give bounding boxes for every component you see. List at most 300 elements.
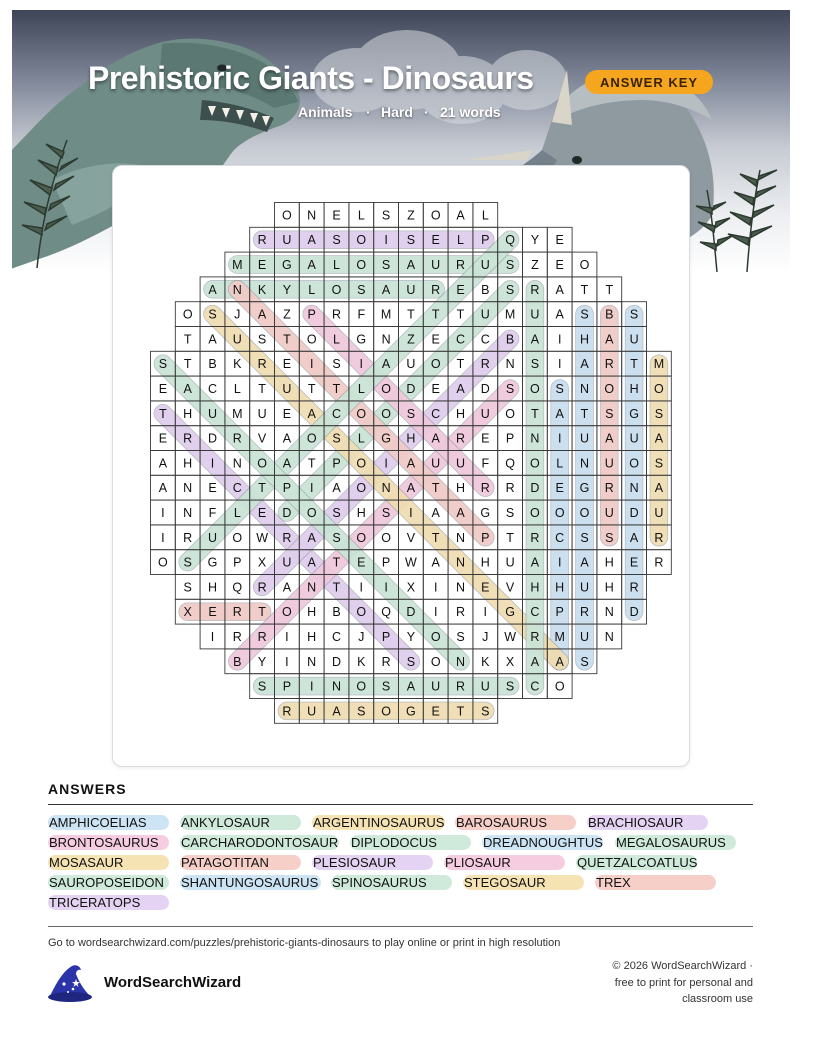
grid-letter: E bbox=[629, 555, 639, 570]
grid-letter: N bbox=[579, 382, 590, 396]
grid-letter: B bbox=[505, 332, 515, 347]
footer-link-text[interactable]: Go to wordsearchwizard.com/puzzles/prehistoric-giants-dinosaurs to play online or print in high resolution bbox=[48, 937, 561, 949]
grid-letter: A bbox=[183, 382, 192, 396]
grid-letter: L bbox=[556, 456, 564, 471]
grid-letter: U bbox=[282, 233, 292, 248]
grid-letter: O bbox=[356, 258, 367, 272]
grid-letter: O bbox=[530, 382, 540, 396]
grid-letter: O bbox=[530, 506, 540, 520]
grid-letter: C bbox=[530, 679, 540, 694]
grid-letter: U bbox=[207, 530, 218, 545]
grid-letter: O bbox=[554, 679, 565, 694]
grid-letter: T bbox=[159, 406, 167, 421]
grid-letter: A bbox=[257, 307, 267, 322]
grid-letter: H bbox=[530, 580, 540, 595]
grid-letter: I bbox=[409, 506, 413, 520]
grid-letter: E bbox=[481, 431, 490, 446]
grid-letter: K bbox=[481, 654, 490, 669]
difficulty-label: Hard bbox=[381, 104, 413, 120]
grid-letter: T bbox=[580, 406, 589, 421]
answer-word-label: ARGENTINOSAURUS bbox=[313, 815, 445, 830]
grid-letter: O bbox=[579, 258, 590, 272]
grid-letter: S bbox=[208, 307, 217, 322]
grid-letter: O bbox=[356, 481, 367, 496]
grid-letter: J bbox=[234, 307, 241, 322]
grid-letter: Q bbox=[381, 605, 391, 620]
answer-word-label: TRICERATOPS bbox=[49, 895, 141, 910]
answer-word bbox=[48, 815, 169, 830]
grid-letter: U bbox=[406, 357, 416, 372]
grid-letter: A bbox=[555, 282, 564, 297]
grid-letter: R bbox=[455, 431, 466, 446]
grid-letter: A bbox=[456, 208, 465, 223]
grid-letter: D bbox=[406, 605, 416, 620]
grid-letter: S bbox=[381, 258, 391, 272]
grid-letter: R bbox=[282, 704, 292, 719]
grid-letter: A bbox=[654, 431, 664, 446]
grid-letter: I bbox=[433, 580, 438, 595]
grid-letter: R bbox=[530, 530, 540, 545]
grid-letter: V bbox=[257, 431, 267, 446]
grid-letter: P bbox=[481, 233, 490, 248]
answer-word bbox=[331, 875, 452, 890]
grid-letter: R bbox=[381, 654, 391, 669]
answer-word bbox=[482, 835, 603, 850]
grid-letter: K bbox=[257, 282, 267, 297]
grid-letter: P bbox=[307, 307, 316, 322]
grid-letter: A bbox=[555, 307, 564, 322]
grid-letter: U bbox=[505, 555, 515, 570]
grid-letter: H bbox=[604, 555, 614, 570]
answer-word bbox=[615, 835, 736, 850]
grid-letter: Y bbox=[406, 630, 416, 644]
grid-letter: W bbox=[404, 555, 417, 570]
grid-letter: V bbox=[505, 580, 515, 595]
grid-letter: S bbox=[481, 704, 490, 719]
grid-letter: N bbox=[232, 282, 242, 297]
grid-letter: A bbox=[605, 332, 614, 347]
grid-letter: O bbox=[554, 506, 565, 520]
grid-letter: I bbox=[557, 431, 562, 446]
grid-letter: U bbox=[579, 431, 590, 446]
grid-letter: T bbox=[431, 481, 440, 496]
grid-letter: E bbox=[431, 233, 440, 248]
grid-letter: S bbox=[332, 506, 341, 520]
grid-letter: S bbox=[654, 406, 664, 421]
answer-word bbox=[180, 815, 301, 830]
grid-letter: N bbox=[307, 208, 317, 223]
grid-letter: X bbox=[183, 605, 192, 620]
answer-key-badge: ANSWER KEY bbox=[585, 70, 713, 94]
grid-letter: C bbox=[331, 630, 342, 644]
grid-letter: P bbox=[282, 481, 292, 496]
grid-letter: T bbox=[332, 580, 341, 595]
answer-word bbox=[312, 815, 445, 830]
grid-letter: P bbox=[381, 555, 391, 570]
grid-letter: A bbox=[456, 382, 465, 396]
grid-letter: G bbox=[505, 605, 515, 620]
grid-letter: O bbox=[505, 406, 515, 421]
grid-letter: R bbox=[654, 530, 664, 545]
grid-letter: N bbox=[232, 456, 242, 471]
grid-letter: N bbox=[505, 357, 515, 372]
grid-letter: D bbox=[629, 506, 639, 520]
grid-letter: O bbox=[356, 456, 367, 471]
grid-letter: W bbox=[504, 630, 517, 644]
grid-letter: A bbox=[307, 233, 316, 248]
grid-letter: F bbox=[481, 456, 490, 471]
grid-letter: I bbox=[210, 630, 215, 644]
grid-letter: E bbox=[456, 282, 465, 297]
grid-letter: E bbox=[282, 406, 292, 421]
grid-letter: H bbox=[183, 406, 193, 421]
grid-letter: S bbox=[580, 654, 589, 669]
grid-letter: O bbox=[158, 555, 168, 570]
grid-letter: T bbox=[431, 307, 440, 322]
grid-letter: G bbox=[406, 704, 416, 719]
grid-letter: P bbox=[332, 456, 341, 471]
grid-letter: U bbox=[579, 580, 590, 595]
grid-letter: H bbox=[455, 481, 466, 496]
answer-word bbox=[48, 895, 169, 910]
answer-word bbox=[180, 855, 301, 870]
grid-letter: A bbox=[158, 456, 168, 471]
answer-word-label: ANKYLOSAUR bbox=[181, 815, 270, 830]
answers-divider bbox=[48, 804, 753, 805]
grid-letter: S bbox=[332, 431, 341, 446]
grid-letter: I bbox=[359, 357, 364, 372]
grid-letter: U bbox=[480, 679, 490, 694]
answer-word bbox=[180, 875, 321, 890]
grid-letter: R bbox=[232, 431, 242, 446]
grid-letter: N bbox=[307, 654, 317, 669]
grid-letter: I bbox=[309, 481, 314, 496]
grid-letter: C bbox=[455, 332, 466, 347]
grid-letter: S bbox=[580, 530, 589, 545]
grid-letter: A bbox=[580, 357, 589, 372]
grid-letter: R bbox=[183, 530, 193, 545]
grid-letter: H bbox=[406, 431, 416, 446]
grid-letter: A bbox=[307, 406, 316, 421]
grid-letter: T bbox=[307, 456, 316, 471]
grid-letter: S bbox=[629, 307, 639, 322]
grid-letter: U bbox=[654, 506, 664, 520]
grid-letter: T bbox=[183, 332, 192, 347]
grid-letter: N bbox=[183, 481, 193, 496]
grid-letter: T bbox=[431, 530, 440, 545]
grid-letter: T bbox=[258, 481, 266, 496]
grid-letter: A bbox=[381, 357, 391, 372]
grid-letter: O bbox=[654, 382, 664, 396]
answer-word-label: QUETZALCOATLUS bbox=[577, 855, 698, 870]
grid-letter: S bbox=[357, 704, 366, 719]
grid-letter: A bbox=[208, 282, 217, 297]
grid-letter: N bbox=[629, 481, 639, 496]
grid-letter: I bbox=[161, 530, 165, 545]
answer-word-label: BAROSAURUS bbox=[456, 815, 548, 830]
grid-letter: H bbox=[579, 332, 590, 347]
grid-letter: S bbox=[505, 506, 515, 520]
answer-word bbox=[576, 855, 697, 870]
grid-letter: N bbox=[604, 630, 614, 644]
grid-letter: Y bbox=[530, 233, 540, 248]
answer-word-label: PLIOSAUR bbox=[445, 855, 511, 870]
grid-letter: A bbox=[282, 431, 292, 446]
grid-letter: R bbox=[654, 555, 664, 570]
grid-letter: S bbox=[505, 258, 515, 272]
grid-letter: P bbox=[555, 605, 564, 620]
grid-letter: L bbox=[481, 208, 489, 223]
grid-letter: H bbox=[307, 630, 317, 644]
grid-letter: O bbox=[430, 208, 441, 223]
grid-letter: T bbox=[183, 357, 192, 372]
grid-letter: O bbox=[306, 506, 317, 520]
grid-letter: A bbox=[307, 530, 316, 545]
answer-word bbox=[595, 875, 716, 890]
grid-letter: P bbox=[233, 555, 242, 570]
grid-letter: D bbox=[480, 382, 490, 396]
grid-letter: O bbox=[381, 530, 391, 545]
grid-letter: I bbox=[359, 580, 364, 595]
grid-letter: G bbox=[480, 506, 491, 520]
grid-letter: C bbox=[232, 481, 242, 496]
answer-word bbox=[48, 855, 169, 870]
grid-letter: O bbox=[356, 605, 367, 620]
grid-letter: O bbox=[381, 382, 391, 396]
grid-letter: U bbox=[579, 630, 590, 644]
grid-letter: U bbox=[604, 506, 614, 520]
grid-letter: A bbox=[530, 332, 540, 347]
grid-letter: N bbox=[183, 506, 193, 520]
answer-word-label: PLESIOSAUR bbox=[313, 855, 397, 870]
grid-letter: P bbox=[282, 679, 292, 694]
grid-letter: Y bbox=[282, 282, 292, 297]
grid-letter: A bbox=[307, 258, 316, 272]
answer-word bbox=[48, 835, 169, 850]
grid-letter: O bbox=[381, 406, 391, 421]
grid-letter: R bbox=[579, 605, 590, 620]
answer-word-label: MEGALOSAURUS bbox=[616, 835, 726, 850]
grid-letter: G bbox=[381, 431, 391, 446]
answer-word-label: MOSASAUR bbox=[49, 855, 124, 870]
grid-letter: B bbox=[233, 654, 242, 669]
grid-letter: I bbox=[384, 233, 388, 248]
answer-word bbox=[180, 835, 339, 850]
answer-word bbox=[312, 855, 433, 870]
grid-letter: I bbox=[384, 456, 388, 471]
grid-letter: R bbox=[455, 258, 466, 272]
answer-word-label: BRACHIOSAUR bbox=[588, 815, 684, 830]
grid-letter: G bbox=[629, 406, 639, 421]
grid-letter: S bbox=[332, 530, 341, 545]
grid-letter: K bbox=[357, 654, 366, 669]
grid-letter: U bbox=[480, 406, 490, 421]
grid-letter: R bbox=[232, 605, 242, 620]
grid-letter: S bbox=[505, 382, 515, 396]
grid-letter: A bbox=[654, 481, 664, 496]
grid-letter: A bbox=[605, 431, 614, 446]
grid-letter: T bbox=[456, 307, 465, 322]
grid-letter: L bbox=[333, 258, 340, 272]
grid-letter: I bbox=[161, 506, 165, 520]
grid-letter: E bbox=[208, 481, 217, 496]
grid-letter: A bbox=[456, 506, 465, 520]
grid-letter: T bbox=[407, 307, 415, 322]
grid-letter: D bbox=[331, 654, 342, 669]
grid-letter: P bbox=[505, 431, 515, 446]
grid-letter: D bbox=[207, 431, 218, 446]
grid-letter: H bbox=[207, 580, 218, 595]
grid-letter: U bbox=[480, 307, 490, 322]
grid-letter: J bbox=[482, 630, 489, 644]
grid-letter: A bbox=[332, 481, 341, 496]
answer-word-label: SPINOSAURUS bbox=[332, 875, 427, 890]
grid-letter: I bbox=[557, 332, 562, 347]
grid-letter: H bbox=[629, 382, 639, 396]
grid-letter: O bbox=[282, 208, 292, 223]
page-title: Prehistoric Giants - Dinosaurs bbox=[88, 60, 534, 96]
grid-letter: R bbox=[530, 282, 540, 297]
grid-letter: I bbox=[557, 357, 562, 372]
grid-letter: O bbox=[182, 307, 193, 322]
grid-letter: A bbox=[406, 258, 416, 272]
answer-word-label: DREADNOUGHTUS bbox=[483, 835, 603, 850]
grid-letter: S bbox=[257, 332, 267, 347]
brand-name: WordSearchWizard bbox=[104, 974, 242, 991]
grid-letter: O bbox=[232, 530, 243, 545]
grid-letter: L bbox=[308, 282, 316, 297]
grid-letter: T bbox=[506, 530, 514, 545]
grid-letter: G bbox=[282, 258, 292, 272]
grid-letter: S bbox=[580, 307, 589, 322]
grid-letter: E bbox=[158, 431, 168, 446]
grid-letter: I bbox=[309, 679, 314, 694]
grid-letter: R bbox=[257, 357, 267, 372]
grid-letter: E bbox=[481, 580, 490, 595]
grid-letter: L bbox=[233, 506, 241, 520]
grid-letter: E bbox=[282, 357, 292, 372]
grid-letter: J bbox=[358, 630, 365, 644]
grid-letter: I bbox=[483, 605, 488, 620]
grid-letter: A bbox=[282, 580, 292, 595]
grid-letter: R bbox=[480, 481, 490, 496]
grid-letter: R bbox=[629, 580, 639, 595]
grid-letter: M bbox=[554, 630, 565, 644]
grid-letter: L bbox=[333, 332, 340, 347]
grid-letter: L bbox=[357, 208, 365, 223]
answer-word-label: CARCHARODONTOSAUR bbox=[181, 835, 339, 850]
grid-letter: D bbox=[282, 506, 292, 520]
grid-letter: M bbox=[232, 258, 243, 272]
grid-letter: B bbox=[332, 605, 341, 620]
grid-letter: S bbox=[158, 357, 168, 372]
grid-letter: Q bbox=[505, 456, 515, 471]
word-count: 21 words bbox=[440, 104, 501, 120]
grid-letter: S bbox=[332, 233, 341, 248]
grid-letter: I bbox=[309, 357, 314, 372]
grid-letter: A bbox=[406, 456, 416, 471]
answer-word bbox=[350, 835, 471, 850]
grid-letter: A bbox=[406, 481, 416, 496]
grid-letter: U bbox=[604, 456, 614, 471]
grid-letter: A bbox=[530, 654, 540, 669]
grid-letter: E bbox=[208, 605, 217, 620]
grid-letter: O bbox=[356, 233, 367, 248]
grid-letter: A bbox=[406, 679, 416, 694]
grid-letter: A bbox=[307, 555, 316, 570]
grid-letter: O bbox=[356, 406, 367, 421]
answer-word-label: BRONTOSAURUS bbox=[49, 835, 159, 850]
grid-letter: A bbox=[629, 530, 639, 545]
grid-letter: S bbox=[381, 506, 391, 520]
grid-letter: O bbox=[356, 679, 367, 694]
grid-letter: H bbox=[455, 406, 466, 421]
grid-letter: D bbox=[406, 382, 416, 396]
grid-letter: E bbox=[431, 704, 440, 719]
grid-letter: O bbox=[530, 456, 540, 471]
grid-letter: I bbox=[557, 555, 562, 570]
grid-letter: S bbox=[406, 406, 416, 421]
grid-letter: A bbox=[381, 282, 391, 297]
grid-letter: U bbox=[629, 431, 639, 446]
grid-letter: M bbox=[232, 406, 243, 421]
grid-letter: S bbox=[183, 580, 192, 595]
grid-letter: S bbox=[332, 357, 341, 372]
grid-letter: S bbox=[605, 530, 614, 545]
grid-letter: H bbox=[183, 456, 193, 471]
grid-letter: T bbox=[456, 704, 465, 719]
grid-letter: U bbox=[282, 382, 292, 396]
grid-letter: D bbox=[530, 481, 540, 496]
grid-letter: S bbox=[381, 208, 391, 223]
grid-letter: R bbox=[604, 357, 614, 372]
grid-letter: E bbox=[555, 481, 564, 496]
grid-letter: G bbox=[356, 332, 367, 347]
grid-letter: T bbox=[332, 382, 341, 396]
grid-letter: Z bbox=[407, 332, 415, 347]
grid-letter: I bbox=[285, 630, 289, 644]
grid-letter: A bbox=[208, 332, 217, 347]
meta-separator: · bbox=[366, 104, 371, 120]
grid-letter: L bbox=[233, 382, 241, 396]
grid-letter: R bbox=[455, 605, 466, 620]
grid-letter: B bbox=[481, 282, 490, 297]
grid-letter: E bbox=[257, 258, 267, 272]
answer-word bbox=[455, 815, 576, 830]
grid-letter: U bbox=[431, 456, 441, 471]
grid-letter: E bbox=[257, 506, 267, 520]
grid-letter: R bbox=[530, 630, 540, 644]
grid-letter: Z bbox=[531, 258, 539, 272]
grid-letter: A bbox=[431, 555, 440, 570]
grid-letter: O bbox=[282, 605, 292, 620]
grid-letter: M bbox=[504, 307, 516, 322]
grid-letter: R bbox=[232, 630, 242, 644]
grid-letter: U bbox=[455, 456, 466, 471]
grid-letter: B bbox=[208, 357, 217, 372]
answer-word-label: STEGOSAUR bbox=[464, 875, 546, 890]
grid-letter: A bbox=[282, 456, 292, 471]
answer-word bbox=[444, 855, 565, 870]
grid-letter: E bbox=[357, 555, 366, 570]
grid-letter: H bbox=[604, 580, 614, 595]
footer-divider bbox=[48, 926, 753, 927]
grid-letter: U bbox=[282, 555, 292, 570]
grid-letter: S bbox=[654, 456, 664, 471]
grid-letter: L bbox=[457, 233, 464, 248]
grid-letter: U bbox=[431, 679, 441, 694]
answer-word-label: PATAGOTITAN bbox=[181, 855, 269, 870]
